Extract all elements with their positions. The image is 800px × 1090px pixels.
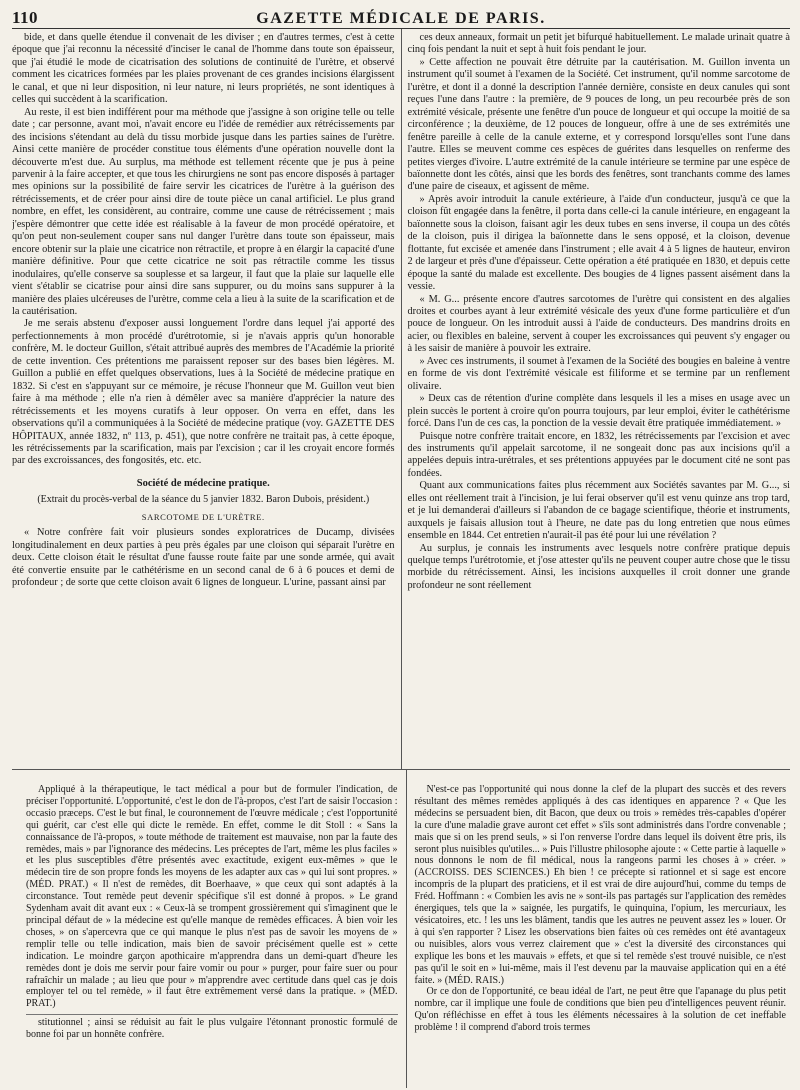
- feuilleton: [12, 770, 790, 1088]
- paragraph: Je me serais abstenu d'exposer aussi longuement l'ordre dans lequel j'ai apporté des perfectionnements à mon procédé d'urétrotomie, si je n'avais appris qu'un honorable confrère, M. le docteur Guillon, s'était attribué auprès des membres de l'Académie la priorité de cette invention. Ces prétentions me paraissent reposer sur des bases bien légères. M. Guillon a publié en effet quelques observations, lues à la Société de médecine pratique en 1832. Si c'est en s'appuyant sur ce mémoire, je récuse l'honneur que M. Guillon veut bien faire à ma méthode ; elle n'a rien à démêler avec sa manière d'apprécier la nature des rétrécissements et les moyens curatifs à leur opposer. On verra en effet, dans les observations qu'il a communiquées à la Société de médecine pratique (voy. GAZETTE DES HÔPITAUX, année 1832, nº 113, p. 451), que notre confrère ne traitait pas, à cette époque, les rétrécissements par la scarification, mais par l'excision ; car il les croyait encore formés par des excroissances, des fongosités, etc. etc.: [12, 318, 395, 467]
- paragraph: Au surplus, je connais les instruments avec lesquels notre confrère pratique depuis quelque temps l'urétrotomie, et j'ose attester qu'ils ne peuvent couper autre chose que le tissu morbide du rétrécissement. Ainsi, les incisions auxquelles il croit donner une grande profondeur ne sont réellement: [407, 542, 790, 591]
- paragraph: bide, et dans quelle étendue il convenait de les diviser ; en d'autres termes, c'est à cette époque que j'ai reconnu la nécessité d'inciser le canal de l'homme dans toute son épaisseur, que j'ai étudié le mode de cicatrisation des solutions de continuité de l'urètre, et observé comment les cicatrices formées par les plaies provenant de ces grandes incisions élargissent le canal, et que ni leur disposition, ni leur nature, ni leurs propriétés, ne sont identiques à celles qui succèdent à la scarification.: [12, 32, 395, 106]
- paragraph: ces deux anneaux, formait un petit jet bifurqué habituellement. Le malade urinait quatre à cinq fois pendant la nuit et sept à huit fois pendant le jour.: [407, 32, 790, 56]
- paragraph: » Après avoir introduit la canule extérieure, à l'aide d'un conducteur, jusqu'à ce que la cloison fût engagée dans la fenêtre, il porta dans celle-ci la canule intérieure, en engageant la baïonnette sous la cloison, faisant agir les deux tubes en sens inverse, il coupa un des côtés de la cloison, puis il dirigea la baïonnette dans le sens opposé, et la cloison, devenue flottante, fut excisée et amenée dans l'instrument ; elle avait 4 à 5 lignes de hauteur, environ 2 de largeur et près d'une d'épaisseur. Cette opération a été pratiquée en 1830, et depuis cette époque la santé du malade est excellente. Des bougies de 4 lignes passent aisément dans la vessie.: [407, 193, 790, 293]
- page-header: [12, 6, 790, 29]
- paragraph: Quant aux communications faites plus récemment aux Sociétés savantes par M. G..., si elles ont réellement trait à l'incision, je lui ferai observer qu'il est venu quinze ans trop tard, et je lui demanderai d'ailleurs si l'abandon de ce bagage scientifique, théorie et instruments, auxquels je faisais allusion tout à l'heure, ne date pas du long entretien que nous eûmes ensemble en 1844. Cet entretien n'aurait-il pas été pour lui une révélation ?: [407, 480, 790, 542]
- paragraph: » Cette affection ne pouvait être détruite par la cautérisation. M. Guillon inventa un instrument qu'il soumet à l'examen de la Société. Cet instrument, qu'il nomme sarcotome de l'urètre, et dont il a donné la description l'année dernière, consiste en deux canules qui sont reçues l'une dans l'autre : la première, de 9 pouces de long, un peu recourbée près de son extrémité vésicale, présente une fenêtre d'un pouce de longueur et qui occupe la moitié de sa circonférence ; la deuxième, de 12 pouces de longueur, offre à une de ses extrémités une fenêtre pareille à celle de la canule externe, et y correspond lorsqu'elles sont l'une dans l'autre. Elles se meuvent comme ces espèces de guérites dans lesquelles on renferme des petites vierges d'ivoire. L'autre extrémité de la canule intérieure se termine par une espèce de baïonnette dont les côtés, ainsi que les bords des fenêtres, sont tranchants comme des lames d'une paire de ciseaux, et agissent de même.: [407, 56, 790, 193]
- paragraph: « M. G... présente encore d'autres sarcotomes de l'urètre qui consistent en des algalies droites et courbes ayant à leur extrémité vésicale des yeux d'une forme particulière et d'un pouce de longueur. On les introduit aussi à l'aide de conducteurs. Des mandrins droits en acier, ou flexibles en baleine, servent à couper les excroissances qui peuvent s'y engager ou à les saisir de manière à pouvoir les extraire.: [407, 293, 790, 355]
- paragraph: stitutionnel ; ainsi se réduisit au fait le plus vulgaire l'étonnant pronostic formulé de bonne foi par un honnête confrère.: [26, 1017, 398, 1041]
- paragraph: » Deux cas de rétention d'urine complète dans lesquels il les a mises en usage avec un plein succès le portent à croire qu'on pourra toujours, par leur emploi, éviter le cathétérisme forcé. Dans l'un de ces cas, la ponction de la vessie devait être pratiquée immédiatement. »: [407, 393, 790, 430]
- paragraph: « Notre confrère fait voir plusieurs sondes exploratrices de Ducamp, divisées longitudinalement en deux parties à peu près égales par une cloison qui séparait l'urètre en deux. Cette cloison était le résultat d'une fausse route faite par une sonde armée, qui avait été convertie ensuite par le cathétérisme en un second canal de 6 à 6 pouces et demi de profondeur ; de sorte que cette cloison avait 6 lignes de longueur. L'urine, passant ainsi par: [12, 527, 395, 589]
- section-subtitle: (Extrait du procès-verbal de la séance du 5 janvier 1832. Baron Dubois, président.): [37, 494, 370, 506]
- paragraph: Au reste, il est bien indifférent pour ma méthode que j'assigne à son origine telle ou telle date ; car personne, avant moi, n'avait encore eu l'idée de remédier aux rétrécissements par des incisions s'étendant au delà du tissu morbide jusque dans les parties saines de l'urètre. Ainsi cette manière de procéder constitue tous éléments d'une opération nouvelle dont la découverte m'est due. Au surplus, ma méthode est tellement récente que je pus à peine parvenir à la faire accepter, et que tous les chirurgiens ne sont pas encore disposés à partager mes opinions sur la possibilité de faire servir les cicatrices de l'urètre à la guérison des rétrécissements, et de créer pour ainsi dire de toute pièce un canal artificiel. Le plus grand nombre, en effet, les considèrent, au contraire, comme une cause de rétrécissement ; mais j'espère démontrer que cette idée est réalisable à la faveur de mon procédé opératoire, et qu'on peut non-seulement couper sans nul danger l'urètre dans toute son épaisseur, mais encore obtenir sur la plaie une cicatrice non rétractile, et propre à en élargir la capacité d'une manière définitive. Pour que cette cicatrice ne soit pas rétractile comme les tissus inodulaires, qu'elle conserve sa souplesse et sa largeur, il faut que la plaie sur laquelle elle vient s'établir se cicatrise pour ainsi dire sans suppurer, ou du moins sans suppurer à la manière des plaies ulcéreuses de l'urètre, comme cela a lieu à la suite de la scarification et de la cautérisation.: [12, 106, 395, 317]
- main-article: [12, 29, 790, 770]
- divider: [26, 1014, 398, 1015]
- section-subheading: SARCOTOME DE L'URÈTRE.: [141, 511, 265, 522]
- paragraph: » Avec ces instruments, il soumet à l'examen de la Société des bougies en baleine à ventre en forme de vis dont l'extrémité vésicale est filiforme et se termine par un renflement olivaire.: [407, 355, 790, 392]
- main-right-column: [401, 29, 791, 769]
- section-title: Société de médecine pratique.: [136, 477, 270, 489]
- page-number: 110: [12, 8, 39, 27]
- feuilleton-left-column: [12, 770, 406, 1088]
- main-left-column: [12, 29, 401, 769]
- running-title: GAZETTE MÉDICALE DE PARIS.: [256, 10, 546, 27]
- paragraph: Or ce don de l'opportunité, ce beau idéal de l'art, ne peut être que l'apanage du plus petit nombre, car il implique une foule de conditions que bien peu d'intelligences peuvent réunir. Qu'on réfléchisse en effet à tous les éléments nécessaires à la solution de cet ineffable problème ! il comprend d'abord trois termes: [414, 986, 786, 1034]
- paragraph: N'est-ce pas l'opportunité qui nous donne la clef de la plupart des succès et des revers résultant des mêmes remèdes appliqués à des cas identiques en apparence ? « Que les médecins se persuadent bien, dit Bacon, que deux ou trois » remèdes très-capables d'opérer la cure d'une maladie grave auront cet effet » s'ils sont administrés dans l'ordre convenable ; mais que si on les prend seuls, » si l'on renverse l'ordre dans lequel ils doivent être pris, ils seront plus nuisibles qu'utiles... » Puis l'illustre philosophe ajoute : « Cette partie à laquelle » nous donnons le nom de fil médical, nous la rangeons parmi les choses à » créer. » (ACCROISS. DES SCIENCES.) Eh bien ! ce précepte si rationnel et si sage est encore incompris de la plupart des praticiens, et il est vrai de dire aujourd'hui, comme du temps de Fréd. Hoffmann : « Combien les avis ne » sont-ils pas partagés sur l'application des remèdes énergiques, tels que la » saignée, les purgatifs, le quinquina, l'opium, les mercuriaux, les vésicatoires, etc. ! les uns les blâment, tandis que les autres ne peuvent assez les » louer. Or à qui s'en rapporter ? Lisez les observations bien faites où ces remèdes ont été avantageux ou nuisibles, alors vous verrez clairement que » c'est la diversité des circonstances qui explique les bons et les mauvais » effets, et que si tel remède s'est trouvé nuisible, ce n'est pas qu'il le soit en » lui-même, mais il l'est devenu par la mauvaise application qui en a été faite. » (MÉD. RAIS.): [414, 784, 786, 986]
- paragraph: Appliqué à la thérapeutique, le tact médical a pour but de formuler l'indication, de préciser l'opportunité. L'opportunité, c'est le don de l'à-propos, c'est l'art de saisir l'occasion : occasio præceps. C'est le but final, le couronnement de l'œuvre médicale ; c'est l'opportunité qui guérit, car c'est elle qui dicte le remède. En effet, comme le dit Stoll : « Sans la connaissance de l'à-propos, » toute méthode de traitement est mauvaise, non par la faute des remèdes, mais » par l'ignorance des médecins. Les préceptes de l'art, même les plus faciles » et les plus susceptibles d'être présentés avec exactitude, exigent eux-mêmes » que le médecin tire de son propre fonds les moyens de les adapter aux cas » qui lui sont propres. » (MÉD. PRAT.) « Il n'est de remèdes, dit Boerhaave, » que ceux qui sont adaptés à la circonstance. Tout remède peut devenir spécifique s'il est donné à propos. » Le grand Sydenham avait dit avant eux : « Ceux-là se trompent grossièrement qui s'imaginent que le principal défaut de » la médecine est qu'elle manque de remèdes efficaces. À bien voir les choses, » on s'apercevra que ce qui manque le plus n'est pas de savoir les moyens de » remplir telle ou telle indication, mais bien de savoir précisément quelle est » cette indication. Le moindre garçon apothicaire m'apprendra dans un demi-quart d'heure les remèdes dont je dois me servir pour faire vomir ou pour » purger, pour faire suer ou pour rafraîchir un malade ; au lieu que pour » m'apprendre avec certitude dans quel cas je dois employer tel ou tel remède, » il faut être extrêmement versé dans la pratique. » (MÉD. PRAT.): [26, 784, 398, 1010]
- paragraph: Puisque notre confrère traitait encore, en 1832, les rétrécissements par l'excision et avec des instruments qu'il appelait sarcotome, il ne songeait donc pas aux incisions qu'il a appelées depuis intra-urétrales, et ses prétentions appuyées par le document cité ne sont pas fondées.: [407, 430, 790, 479]
- feuilleton-right-column: [406, 770, 791, 1088]
